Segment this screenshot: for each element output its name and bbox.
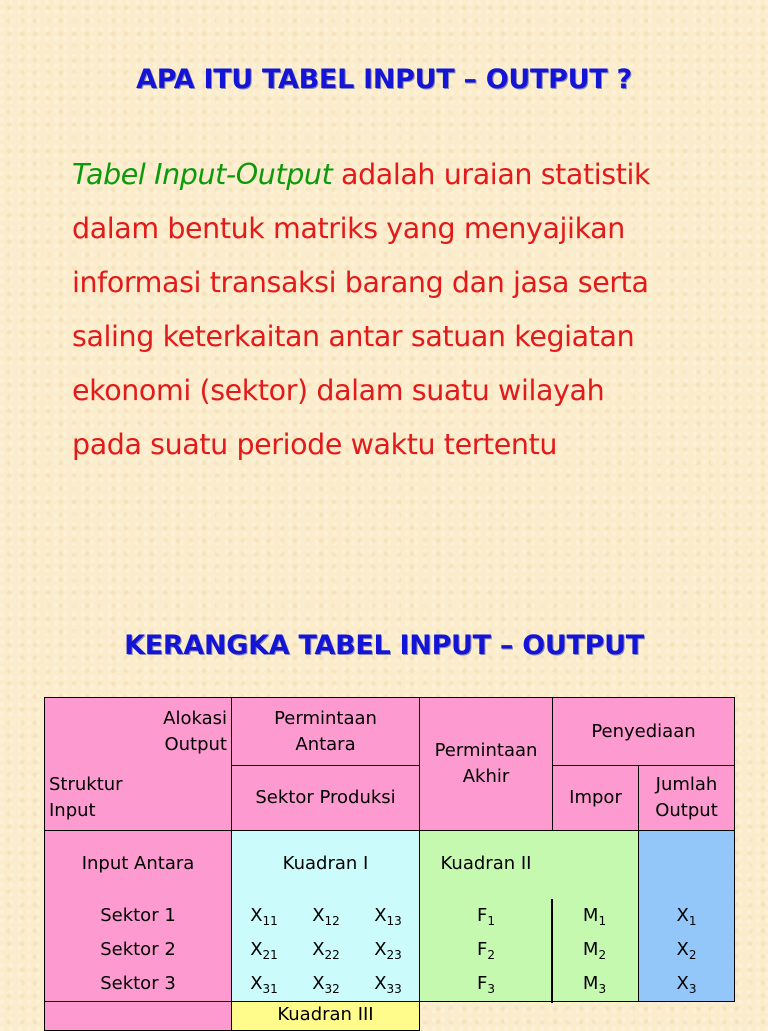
f-1-cell: $F_1$ — [477, 905, 495, 928]
header-permintaan-akhir — [419, 697, 553, 831]
kuadran-2-cell — [419, 830, 553, 1002]
sektor-1-label: Sektor 1 — [100, 905, 176, 926]
x-33-cell: $X_{33}$ — [374, 973, 402, 996]
sektor-3-label: Sektor 3 — [100, 973, 176, 994]
x-12-cell: $X_{12}$ — [312, 905, 340, 928]
f-2-cell: $F_2$ — [477, 939, 495, 962]
framework-title: KERANGKA TABEL INPUT – OUTPUT — [124, 630, 644, 661]
x-13-cell: $X_{13}$ — [374, 905, 402, 928]
header-impor — [552, 765, 639, 831]
corner-struktur: Struktur — [49, 774, 123, 795]
x-total-1-cell: $X_1$ — [676, 905, 697, 928]
definition-line-6: pada suatu periode waktu tertentu — [72, 428, 558, 461]
slide-title: APA ITU TABEL INPUT – OUTPUT ? — [136, 64, 632, 95]
definition-paragraph — [72, 148, 732, 472]
definition-line-2: dalam bentuk matriks yang menyajikan — [72, 212, 625, 245]
x-total-2-cell: $X_2$ — [676, 939, 697, 962]
x-21-cell: $X_{21}$ — [250, 939, 278, 962]
x-total-3-cell: $X_3$ — [676, 973, 697, 996]
bottom-left-cell — [44, 1001, 232, 1031]
kuadran-3-label: Kuadran III — [277, 1004, 374, 1025]
impor-body-cell — [552, 830, 639, 1002]
kuadran-1-label: Kuadran I — [282, 853, 369, 874]
input-antara-label: Input Antara — [81, 853, 195, 874]
definition-line-1 — [72, 148, 732, 202]
kuadran-3-cell — [231, 1001, 420, 1031]
x-31-cell: $X_{31}$ — [250, 973, 278, 996]
permintaan-antara-label: Permintaan Antara — [274, 707, 377, 755]
header-penyediaan — [552, 697, 735, 766]
definition-term: Tabel Input-Output — [72, 158, 333, 191]
impor-label: Impor — [569, 787, 622, 808]
x-11-cell: $X_{11}$ — [250, 905, 278, 928]
x-22-cell: $X_{22}$ — [312, 939, 340, 962]
corner-alokasi: Alokasi — [163, 708, 227, 729]
kuadran-2-label: Kuadran II — [440, 853, 532, 874]
m-1-cell: $M_1$ — [582, 905, 607, 928]
permintaan-akhir-label: Permintaan Akhir — [434, 740, 538, 787]
kuadran-1-cell — [231, 830, 420, 1002]
jumlah-output-label: Jumlah Output — [655, 774, 718, 821]
m-3-cell: $M_3$ — [582, 973, 607, 996]
corner-input: Input — [49, 800, 96, 821]
jumlah-output-body-cell — [638, 830, 735, 1002]
penyediaan-label: Penyediaan — [591, 720, 696, 742]
header-jumlah-output — [638, 765, 735, 831]
x-23-cell: $X_{23}$ — [374, 939, 402, 962]
corner-output: Output — [164, 734, 227, 755]
definition-line-4: saling keterkaitan antar satuan kegiatan — [72, 320, 635, 353]
m-2-cell: $M_2$ — [582, 939, 607, 962]
definition-line-5: ekonomi (sektor) dalam suatu wilayah — [72, 374, 605, 407]
definition-line-3: informasi transaksi barang dan jasa serta — [72, 266, 649, 299]
header-sektor-produksi — [231, 765, 420, 831]
f-3-cell: $F_3$ — [477, 973, 495, 996]
sektor-2-label: Sektor 2 — [100, 939, 176, 960]
sektor-produksi-label: Sektor Produksi — [255, 787, 396, 808]
header-permintaan-antara — [231, 697, 420, 766]
input-antara-cell — [44, 830, 232, 1002]
x-32-cell: $X_{32}$ — [312, 973, 340, 996]
definition-line-1-rest: adalah uraian statistik — [332, 158, 651, 191]
corner-cell — [44, 697, 232, 831]
